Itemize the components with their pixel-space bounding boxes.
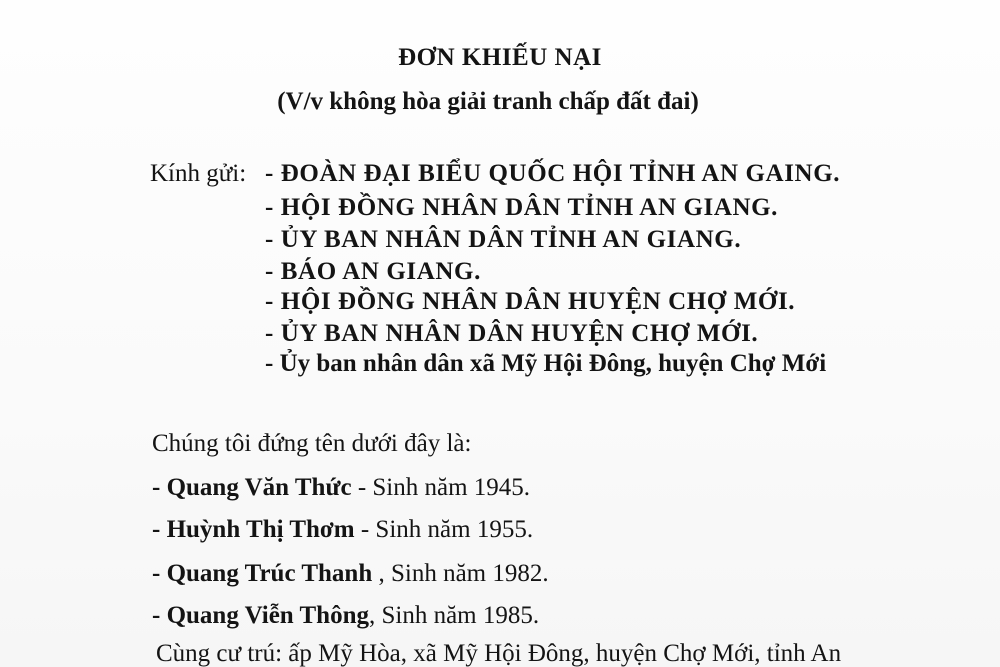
residence-text: Cùng cư trú: ấp Mỹ Hòa, xã Mỹ Hội Đông, huyện Chợ Mới, tỉnh An xyxy=(156,640,842,667)
person-name: - Quang Văn Thức xyxy=(152,474,352,501)
recipients-label: Kính gửi: xyxy=(150,160,247,187)
person-name: - Huỳnh Thị Thơm xyxy=(152,516,355,543)
person-name: - Quang Viễn Thông xyxy=(152,602,369,629)
recipient-line: - ĐOÀN ĐẠI BIỂU QUỐC HỘI TỈNH AN GAING. xyxy=(265,160,841,187)
person-entry xyxy=(152,516,533,544)
recipient-line: - Ủy ban nhân dân xã Mỹ Hội Đông, huyện Chợ Mới xyxy=(265,350,827,377)
person-birth-info: - Sinh năm 1955. xyxy=(354,516,534,543)
person-birth-info: - Sinh năm 1945. xyxy=(351,474,531,501)
recipient-line: - HỘI ĐỒNG NHÂN DÂN HUYỆN CHỢ MỚI. xyxy=(265,288,796,315)
recipient-line: - ỦY BAN NHÂN DÂN HUYỆN CHỢ MỚI. xyxy=(265,320,759,347)
document-title: ĐƠN KHIẾU NẠI xyxy=(398,44,602,71)
intro-text: Chúng tôi đứng tên dưới đây là: xyxy=(152,430,472,457)
person-entry xyxy=(152,474,530,502)
person-birth-info: , Sinh năm 1985. xyxy=(368,602,540,629)
person-entry xyxy=(152,560,549,588)
person-birth-info: , Sinh năm 1982. xyxy=(372,560,549,587)
recipients-block xyxy=(150,160,841,377)
recipient-line: - BÁO AN GIANG. xyxy=(265,258,481,285)
person-name: - Quang Trúc Thanh xyxy=(152,560,373,587)
recipient-line: - HỘI ĐỒNG NHÂN DÂN TỈNH AN GIANG. xyxy=(265,194,779,221)
person-entry xyxy=(152,602,539,630)
recipient-line: - ỦY BAN NHÂN DÂN TỈNH AN GIANG. xyxy=(265,226,742,253)
document-subtitle: (V/v không hòa giải tranh chấp đất đai) xyxy=(277,88,699,115)
